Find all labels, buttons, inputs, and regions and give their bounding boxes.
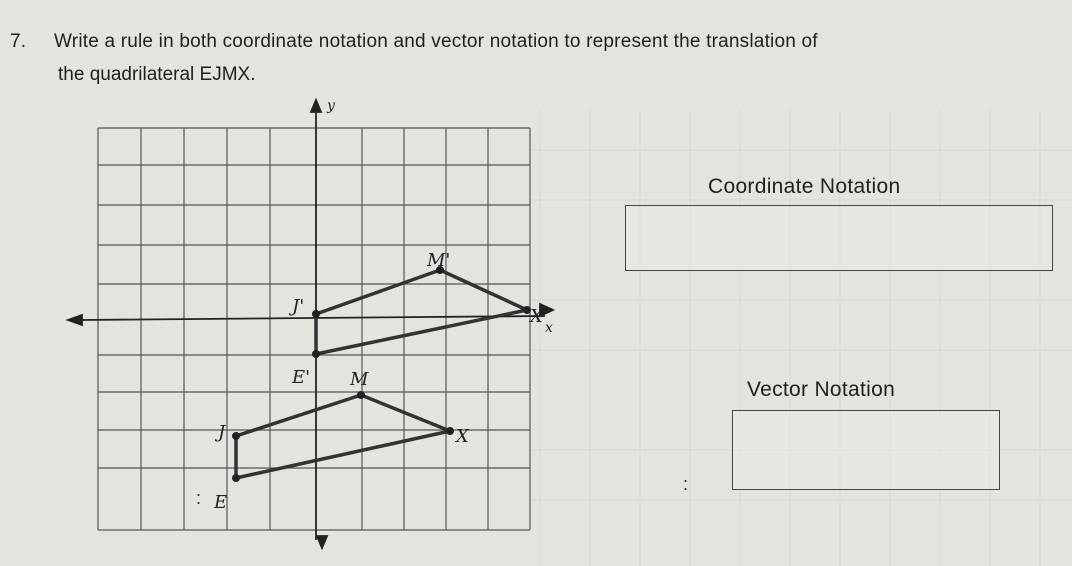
point-j-prime (312, 310, 320, 318)
label-m-prime: M' (427, 250, 451, 271)
label-j-prime: J' (292, 296, 305, 317)
graph-grid (98, 128, 530, 530)
label-m: M (350, 369, 369, 390)
y-axis-arrow-up (311, 100, 321, 112)
image-quadrilateral (316, 270, 527, 354)
x-axis-label: x (545, 320, 553, 336)
question-number: 7. (10, 31, 27, 52)
label-x-prime: X (530, 306, 543, 327)
y-axis-arrow-down (317, 536, 327, 548)
point-m (357, 391, 365, 399)
original-quadrilateral (236, 395, 450, 478)
point-e (232, 474, 240, 482)
question-line-1: Write a rule in both coordinate notation and vector notation to represent the translation of (54, 31, 818, 52)
stray-mark-right: : (683, 474, 689, 494)
label-e-prime: E' (292, 367, 311, 388)
coordinate-notation-label: Coordinate Notation (708, 175, 901, 198)
vector-notation-label: Vector Notation (747, 378, 896, 401)
point-e-prime (312, 350, 320, 358)
coordinate-notation-answer-box[interactable] (625, 205, 1053, 271)
label-e: E (214, 492, 228, 513)
question-line-2: the quadrilateral EJMX. (58, 64, 256, 85)
x-axis-arrow-left (68, 315, 82, 325)
point-x (446, 427, 454, 435)
stray-mark-left: : (196, 488, 202, 508)
point-j (232, 432, 240, 440)
label-x: X (456, 426, 469, 447)
vector-notation-answer-box[interactable] (732, 410, 1000, 490)
y-axis-label: y (327, 98, 335, 114)
label-j: J (218, 422, 226, 443)
